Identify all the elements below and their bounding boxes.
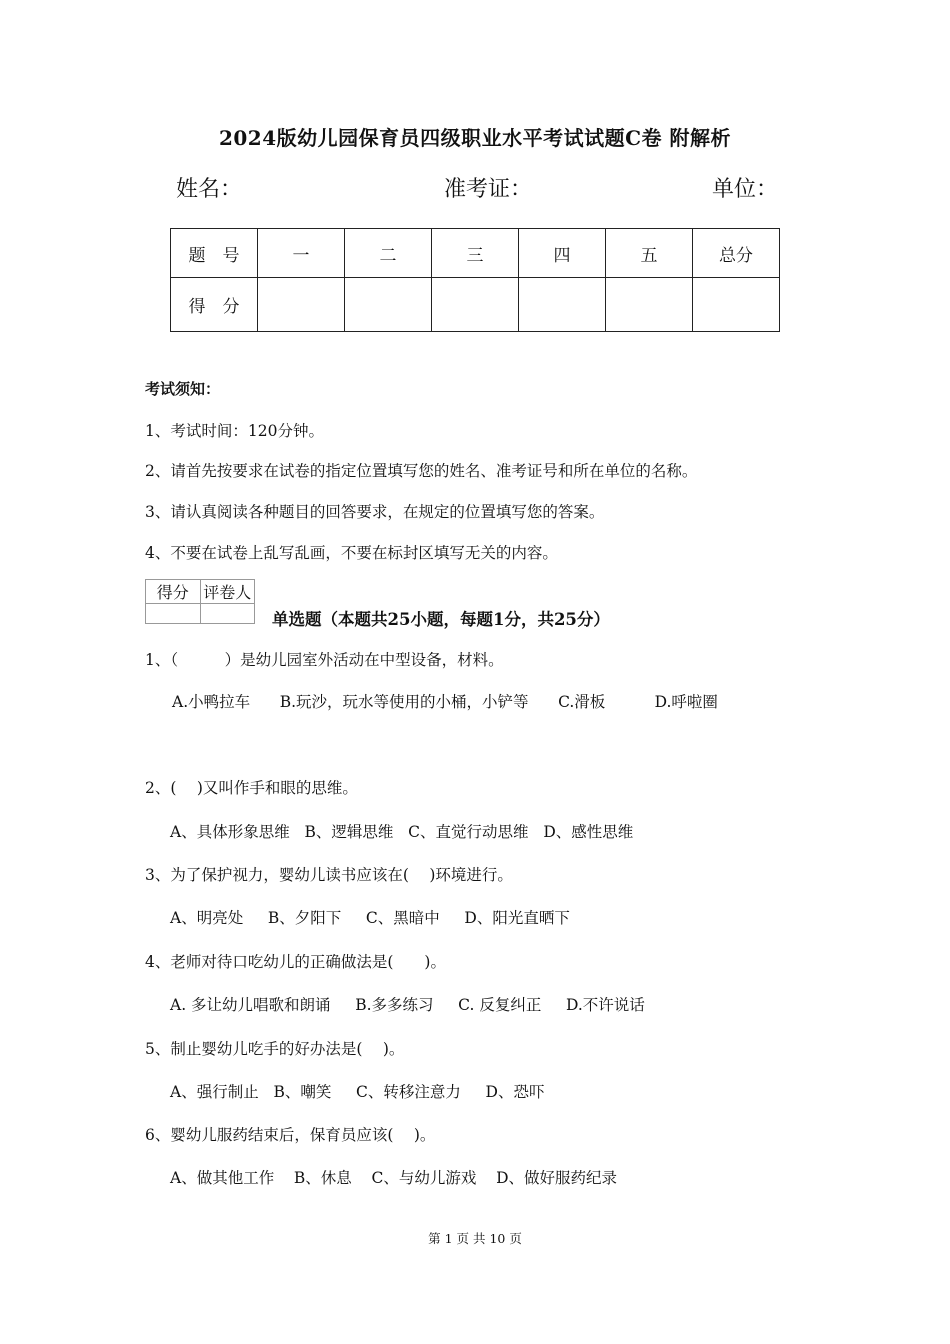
note-item: 3、请认真阅读各种题目的回答要求，在规定的位置填写您的答案。 xyxy=(145,503,605,521)
score-table-header-row xyxy=(171,229,780,278)
score-cell: 四 xyxy=(519,229,606,278)
option: C.滑板 xyxy=(558,693,606,711)
score-input-cell[interactable] xyxy=(432,278,519,332)
grader-box xyxy=(145,579,255,624)
question-options xyxy=(170,1080,544,1102)
score-cell: 二 xyxy=(345,229,432,278)
question-stem: 1、（ ）是幼儿园室外活动在中型设备，材料。 xyxy=(145,651,504,669)
grader-score-label: 得分 xyxy=(146,580,201,604)
option: D、恐吓 xyxy=(485,1083,545,1101)
option: D、感性思维 xyxy=(543,823,634,841)
option: B.多多练习 xyxy=(355,996,434,1014)
question-options xyxy=(170,993,645,1015)
option: C、直觉行动思维 xyxy=(408,823,529,841)
page-title: 2024版幼儿园保育员四级职业水平考试试题C卷 附解析 xyxy=(218,126,732,150)
option: B、逻辑思维 xyxy=(304,823,394,841)
option: A、具体形象思维 xyxy=(170,823,290,841)
grader-score-cell[interactable] xyxy=(146,604,201,624)
score-cell: 三 xyxy=(432,229,519,278)
score-input-cell[interactable] xyxy=(345,278,432,332)
question-options xyxy=(172,690,718,712)
question-stem: 6、婴幼儿服药结束后，保育员应该( )。 xyxy=(145,1126,436,1144)
section-title: 单选题（本题共25小题，每题1分，共25分） xyxy=(272,610,610,629)
score-cell: 题 号 xyxy=(171,229,258,278)
score-cell: 一 xyxy=(258,229,345,278)
option: A.小鸭拉车 xyxy=(172,693,251,711)
score-table-score-row xyxy=(171,278,780,332)
option: A、明亮处 xyxy=(170,909,244,927)
question-options xyxy=(170,1166,617,1188)
score-input-cell[interactable] xyxy=(606,278,693,332)
grader-name-cell[interactable] xyxy=(200,604,255,624)
option: A、做其他工作 xyxy=(170,1169,275,1187)
question-stem: 4、老师对待口吃幼儿的正确做法是( )。 xyxy=(145,953,446,971)
name-field-label: 姓名： xyxy=(176,177,243,202)
score-table xyxy=(170,228,780,332)
notes-heading: 考试须知： xyxy=(145,380,221,398)
option: D.呼啦圈 xyxy=(654,693,718,711)
grader-name-label: 评卷人 xyxy=(200,580,255,604)
option: B.玩沙，玩水等使用的小桶，小铲等 xyxy=(279,693,529,711)
option: C、转移注意力 xyxy=(356,1083,461,1101)
note-item: 1、考试时间：120分钟。 xyxy=(145,422,324,440)
question-options xyxy=(170,906,570,928)
option: C. 反复纠正 xyxy=(458,996,542,1014)
note-item: 4、不要在试卷上乱写乱画，不要在标封区填写无关的内容。 xyxy=(145,544,558,562)
ticket-field-label: 准考证： xyxy=(444,177,533,202)
option: D、阳光直晒下 xyxy=(464,909,570,927)
score-cell: 五 xyxy=(606,229,693,278)
option: A. 多让幼儿唱歌和朗诵 xyxy=(170,996,331,1014)
question-stem: 2、( )又叫作手和眼的思维。 xyxy=(145,779,358,797)
score-cell: 总分 xyxy=(693,229,780,278)
option: B、夕阳下 xyxy=(267,909,342,927)
option: B、嘲笑 xyxy=(273,1083,332,1101)
score-input-cell[interactable] xyxy=(258,278,345,332)
question-options xyxy=(170,820,633,842)
option: C、黑暗中 xyxy=(365,909,440,927)
option: D.不许说话 xyxy=(565,996,645,1014)
score-input-cell[interactable] xyxy=(519,278,606,332)
option: B、休息 xyxy=(293,1169,352,1187)
score-cell: 得 分 xyxy=(171,278,258,332)
option: A、强行制止 xyxy=(170,1083,259,1101)
option: C、与幼儿游戏 xyxy=(371,1169,477,1187)
question-stem: 5、制止婴幼儿吃手的好办法是( )。 xyxy=(145,1040,405,1058)
score-input-cell[interactable] xyxy=(693,278,780,332)
option: D、做好服药纪录 xyxy=(496,1169,618,1187)
unit-field-label: 单位： xyxy=(712,177,779,202)
question-stem: 3、为了保护视力，婴幼儿读书应该在( )环境进行。 xyxy=(145,866,513,884)
page-footer: 第 1 页 共 10 页 xyxy=(428,1231,522,1246)
note-item: 2、请首先按要求在试卷的指定位置填写您的姓名、准考证号和所在单位的名称。 xyxy=(145,462,698,480)
